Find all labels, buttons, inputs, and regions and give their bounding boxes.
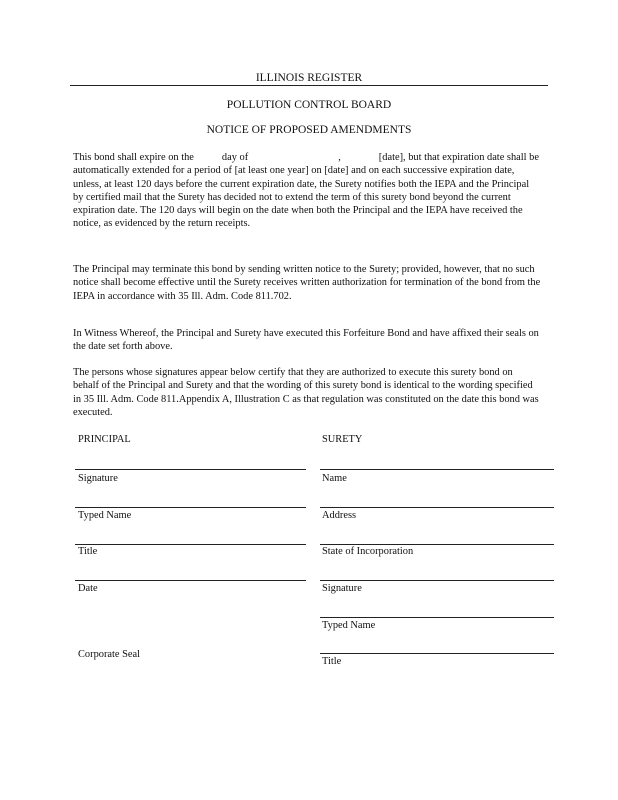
header-rule — [70, 85, 548, 86]
principal-typed-name-label: Typed Name — [78, 510, 132, 521]
register-title: ILLINOIS REGISTER — [255, 72, 363, 84]
surety-heading: SURETY — [322, 434, 363, 445]
principal-title-label: Title — [78, 546, 98, 557]
surety-signature-line[interactable] — [320, 580, 554, 581]
termination-paragraph: The Principal may terminate this bond by sending written notice to the Surety; provided, however, that no such notice shall become effective until the Surety receives written authorization for termination of the bond from the IEPA in accordance with 35 Ill. Adm. Code 811.702. — [73, 264, 541, 302]
surety-title-label: Title — [322, 656, 342, 667]
surety-signature-label: Signature — [322, 583, 362, 594]
principal-date-line[interactable] — [75, 580, 306, 581]
surety-name-line[interactable] — [320, 469, 554, 470]
board-title: POLLUTION CONTROL BOARD — [226, 99, 392, 111]
notice-title: NOTICE OF PROPOSED AMENDMENTS — [206, 124, 412, 136]
surety-title-line[interactable] — [320, 653, 554, 654]
witness-paragraph: In Witness Whereof, the Principal and Surety have executed this Forfeiture Bond and have affixed their seals on the date set forth above. — [73, 328, 539, 353]
expiration-text-start: This bond shall expire on the — [73, 152, 194, 163]
corporate-seal-label: Corporate Seal — [78, 649, 141, 660]
surety-name-label: Name — [322, 473, 347, 484]
principal-date-label: Date — [78, 583, 98, 594]
surety-address-label: Address — [322, 510, 357, 521]
surety-state-label: State of Incorporation — [322, 546, 414, 557]
expiration-text-rest: [date], but that expiration date shall be automatically extended for a period of [at least one year] on [date] and on each successive expiration date, unless, at least 120 days before the current expiration date, the Surety notifies both the IEPA and the Principal by certified mail that the Surety has decided not to extend the term of this surety bond beyond the current expiration date. The 120 days will begin on the date when both the Principal and the IEPA have received the notice, as evidenced by the return receipts. — [73, 152, 539, 230]
surety-state-line[interactable] — [320, 544, 554, 545]
principal-title-line[interactable] — [75, 544, 306, 545]
principal-signature-line[interactable] — [75, 469, 306, 470]
certification-paragraph: The persons whose signatures appear below certify that they are authorized to execute this surety bond on behalf of the Principal and Surety and that the wording of this surety bond is identical to the wording specified in 35 Ill. Adm. Code 811.Appendix A, Illustration C as that regulation was constituted on the date this bond was executed. — [73, 367, 539, 418]
principal-heading: PRINCIPAL — [78, 434, 131, 445]
surety-address-line[interactable] — [320, 507, 554, 508]
expiration-text-dayof: day of — [221, 152, 249, 163]
expiration-paragraph — [73, 151, 541, 231]
surety-typed-name-label: Typed Name — [322, 620, 376, 631]
surety-typed-name-line[interactable] — [320, 617, 554, 618]
principal-signature-label: Signature — [78, 473, 118, 484]
principal-typed-name-line[interactable] — [75, 507, 306, 508]
expiration-comma: , — [338, 152, 341, 163]
